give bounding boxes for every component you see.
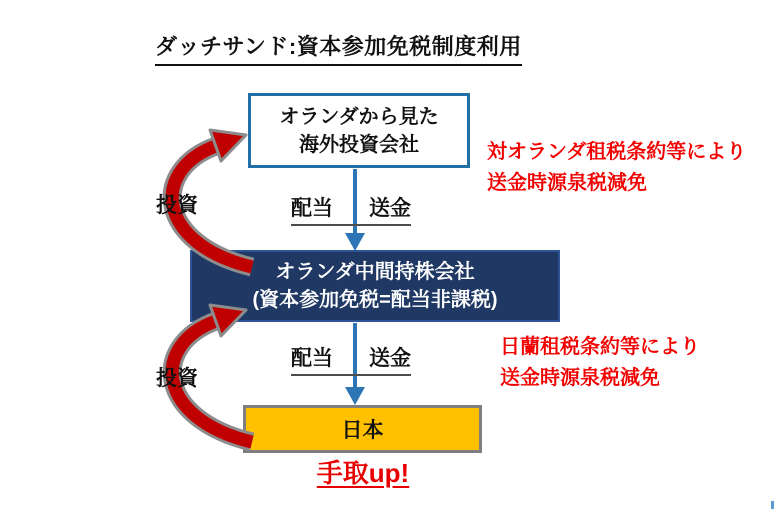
node-label-line: 日本 — [341, 419, 384, 442]
corner-artifact-mark — [771, 501, 774, 509]
node-japan — [243, 405, 482, 453]
invest-label-lower: 投資 — [156, 367, 198, 390]
annotation-netherlands-treaty — [487, 137, 746, 199]
dividend-label: 配当 — [291, 347, 333, 370]
annotation-line: 対オランダ租税条約等により — [487, 141, 747, 163]
annotation-line: 日蘭租税条約等により — [500, 336, 700, 358]
node-foreign-investment-company — [248, 93, 470, 168]
page-title: ダッチサンド:資本参加免税制度利用 — [155, 30, 522, 66]
invest-label-upper: 投資 — [156, 194, 198, 217]
flow-label-dividend-remittance-upper — [291, 192, 411, 226]
flow-label-dividend-remittance-lower — [291, 342, 411, 376]
node-dutch-holding-company — [190, 250, 560, 322]
node-label-line: オランダから見た — [279, 105, 439, 128]
dividend-label: 配当 — [291, 197, 333, 220]
remittance-label: 送金 — [369, 347, 411, 370]
node-label-line: 海外投資会社 — [299, 133, 419, 156]
annotation-line: 送金時源泉税減免 — [500, 367, 660, 389]
result-text-net-gain: 手取up! — [316, 458, 410, 488]
annotation-japan-netherlands-treaty — [500, 332, 700, 394]
annotation-line: 送金時源泉税減免 — [487, 172, 647, 194]
remittance-label: 送金 — [369, 197, 411, 220]
node-label-line: (資本参加免税=配当非課税) — [252, 289, 498, 311]
node-label-line: オランダ中間持株会社 — [275, 261, 475, 283]
